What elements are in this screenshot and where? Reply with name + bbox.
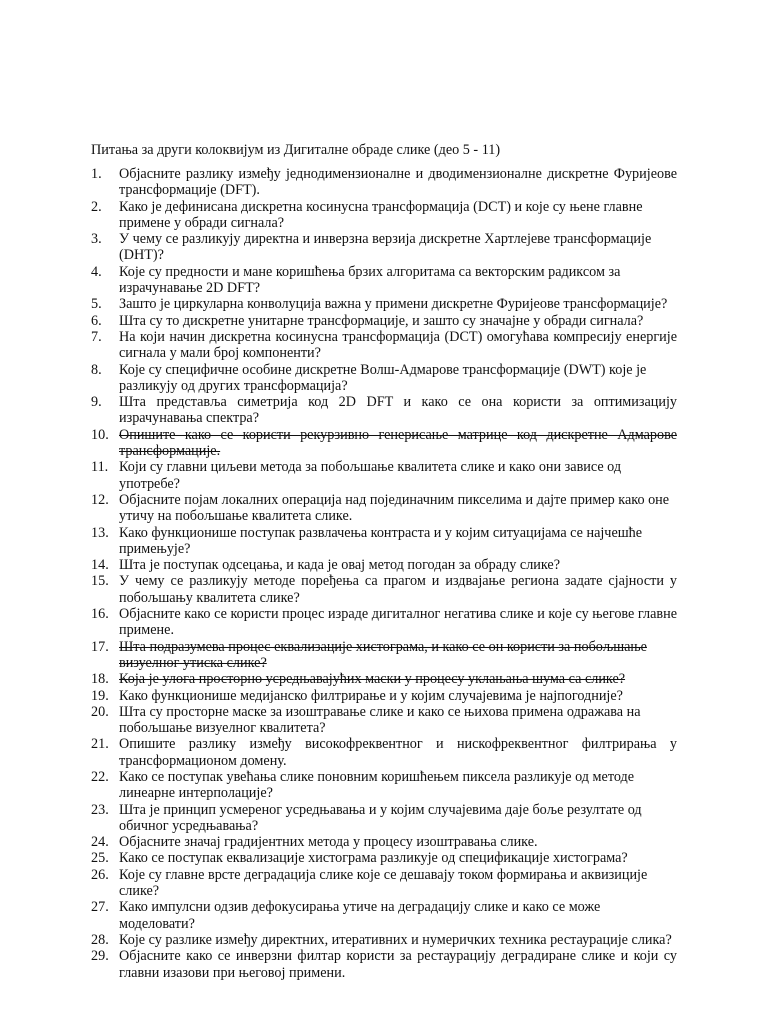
question-number: 28. <box>91 931 109 948</box>
question-text: Шта су то дискретне унитарне трансформације, и зашто су значајне у обради сигнала? <box>119 312 644 329</box>
question-number: 20. <box>91 703 109 720</box>
question-text: Објасните како се инверзни филтар користи за рестаурацију деградиране слике и који су главни изазови при његовој примени. <box>119 948 677 981</box>
question-number: 19. <box>91 687 109 704</box>
question-text: У чему се разликују методе поређења са прагом и издвајање региона задате сјајности у побољшању квалитета слике? <box>119 573 677 606</box>
question-item <box>91 264 677 297</box>
question-item <box>91 329 677 362</box>
question-number: 15. <box>91 573 109 590</box>
question-item <box>91 948 677 981</box>
question-text: Шта је принцип усмереног усредњавања и у којим случајевима даје боље резултате од обичног усредњавања? <box>119 801 642 834</box>
question-number: 13. <box>91 524 109 541</box>
question-number: 24. <box>91 834 109 851</box>
question-item <box>91 427 677 460</box>
question-number: 5. <box>91 296 102 313</box>
question-item <box>91 802 677 835</box>
question-text: Објасните како се користи процес израде дигиталног негатива слике и које су његове главне примене. <box>119 606 677 639</box>
question-item <box>91 573 677 606</box>
question-text: На који начин дискретна косинусна трансформација (DCT) омогућава компресију енергије сигнала у мали број компоненти? <box>119 328 677 362</box>
question-number: 3. <box>91 231 102 248</box>
question-text: Објасните појам локалних операција над појединачним пикселима и дајте пример како оне утичу на побољшање квалитета слике. <box>119 491 670 525</box>
question-text: Шта представља симетрија код 2D DFT и како се она користи за оптимизацију израчунавања спектра? <box>119 394 677 427</box>
question-text: Који су главни циљеви метода за побољшање квалитета слике и како они зависе од употребе? <box>119 459 622 492</box>
question-text: Које су специфичне особине дискретне Волш-Адмарове трансформације (DWT) које је разликују од других трансформација? <box>119 361 647 394</box>
question-text: У чему се разликују директна и инверзна верзија дискретне Хартлејеве трансформације (DHT)? <box>119 231 652 264</box>
question-item <box>91 313 677 329</box>
question-number: 9. <box>91 394 102 411</box>
question-text: Шта су просторне маске за изоштравање слике и како се њихова примена одражава на побољшање визуелног квалитета? <box>119 703 641 737</box>
question-number: 7. <box>91 328 102 345</box>
question-number: 2. <box>91 198 102 215</box>
question-text: Како функционише поступак развлачења контраста и у којим ситуацијама се најчешће примењује? <box>119 524 643 557</box>
question-text: Објасните разлику између једнодимензионалне и дводимензионалне дискретне Фуријеове трансформације (DFT). <box>119 166 677 199</box>
question-number: 14. <box>91 557 109 574</box>
question-text: Како функционише медијанско филтрирање и у којим случајевима је најпогодније? <box>119 687 623 704</box>
question-number: 21. <box>91 736 109 753</box>
question-number: 23. <box>91 801 109 818</box>
question-item <box>91 525 677 558</box>
question-number: 8. <box>91 361 102 378</box>
question-item <box>91 899 677 932</box>
question-item <box>91 296 677 312</box>
question-text: Како је дефинисана дискретна косинусна трансформација (DCT) и које су њене главне примене у обради сигнала? <box>119 198 643 231</box>
question-item <box>91 769 677 802</box>
question-text-struck: Која је улога просторно усредњавајућих маски у процесу уклањања шума са слике? <box>119 671 626 688</box>
question-text: Како импулсни одзив дефокусирања утиче на деградацију слике и како се може моделовати? <box>119 899 601 932</box>
question-item <box>91 834 677 850</box>
question-item <box>91 231 677 264</box>
question-number: 1. <box>91 166 102 182</box>
question-number: 22. <box>91 768 109 785</box>
question-number: 12. <box>91 491 109 508</box>
question-text: Објасните значај градијентних метода у процесу изоштравања слике. <box>119 834 538 851</box>
question-item <box>91 932 677 948</box>
question-number: 10. <box>91 426 109 443</box>
question-text-struck: Шта подразумева процес еквализације хистограма, и како се он користи за побољшање визуелног утиска слике? <box>119 638 647 671</box>
question-list <box>91 166 677 981</box>
question-item <box>91 671 677 687</box>
question-text: Које су предности и мане коришћења брзих алгоритама са векторским радиксом за израчунавање 2D DFT? <box>119 263 621 297</box>
question-item <box>91 166 677 199</box>
question-number: 6. <box>91 312 102 329</box>
question-number: 18. <box>91 671 109 688</box>
question-item <box>91 736 677 769</box>
question-item <box>91 557 677 573</box>
question-item <box>91 639 677 672</box>
question-number: 27. <box>91 899 109 916</box>
question-item <box>91 704 677 737</box>
question-text-struck: Опишите како се користи рекурзивно генерисање матрице код дискретне Адмарове трансформације. <box>119 426 677 460</box>
question-text: Како се поступак еквализације хистограма разликује од спецификације хистограма? <box>119 850 628 867</box>
question-number: 16. <box>91 606 109 623</box>
question-item <box>91 492 677 525</box>
question-number: 29. <box>91 948 109 965</box>
question-item <box>91 867 677 900</box>
question-item <box>91 688 677 704</box>
question-item <box>91 394 677 427</box>
question-number: 11. <box>91 459 109 476</box>
question-item <box>91 459 677 492</box>
question-text: Како се поступак увећања слике поновним коришћењем пиксела разликује од методе линеарне интерполације? <box>119 768 635 802</box>
question-item <box>91 362 677 395</box>
question-number: 4. <box>91 263 102 280</box>
question-item <box>91 199 677 232</box>
question-text: Зашто је циркуларна конволуција важна у примени дискретне Фуријеове трансформације? <box>119 296 668 313</box>
question-text: Шта је поступак одсецања, и када је овај метод погодан за обраду слике? <box>119 557 560 574</box>
question-number: 17. <box>91 638 109 655</box>
document-title: Питања за други колоквијум из Дигиталне обраде слике (део 5 - 11) <box>91 142 501 158</box>
question-item <box>91 606 677 639</box>
question-number: 25. <box>91 850 109 867</box>
question-text: Које су главне врсте деградација слике које се дешавају током формирања и аквизиције слике? <box>119 866 648 900</box>
question-text: Које су разлике између директних, итеративних и нумеричких техника рестаурације слика? <box>119 931 672 948</box>
question-text: Опишите разлику између високофреквентног и нискофреквентног филтрирања у трансформационом домену. <box>119 736 677 769</box>
question-item <box>91 850 677 866</box>
question-number: 26. <box>91 866 109 883</box>
